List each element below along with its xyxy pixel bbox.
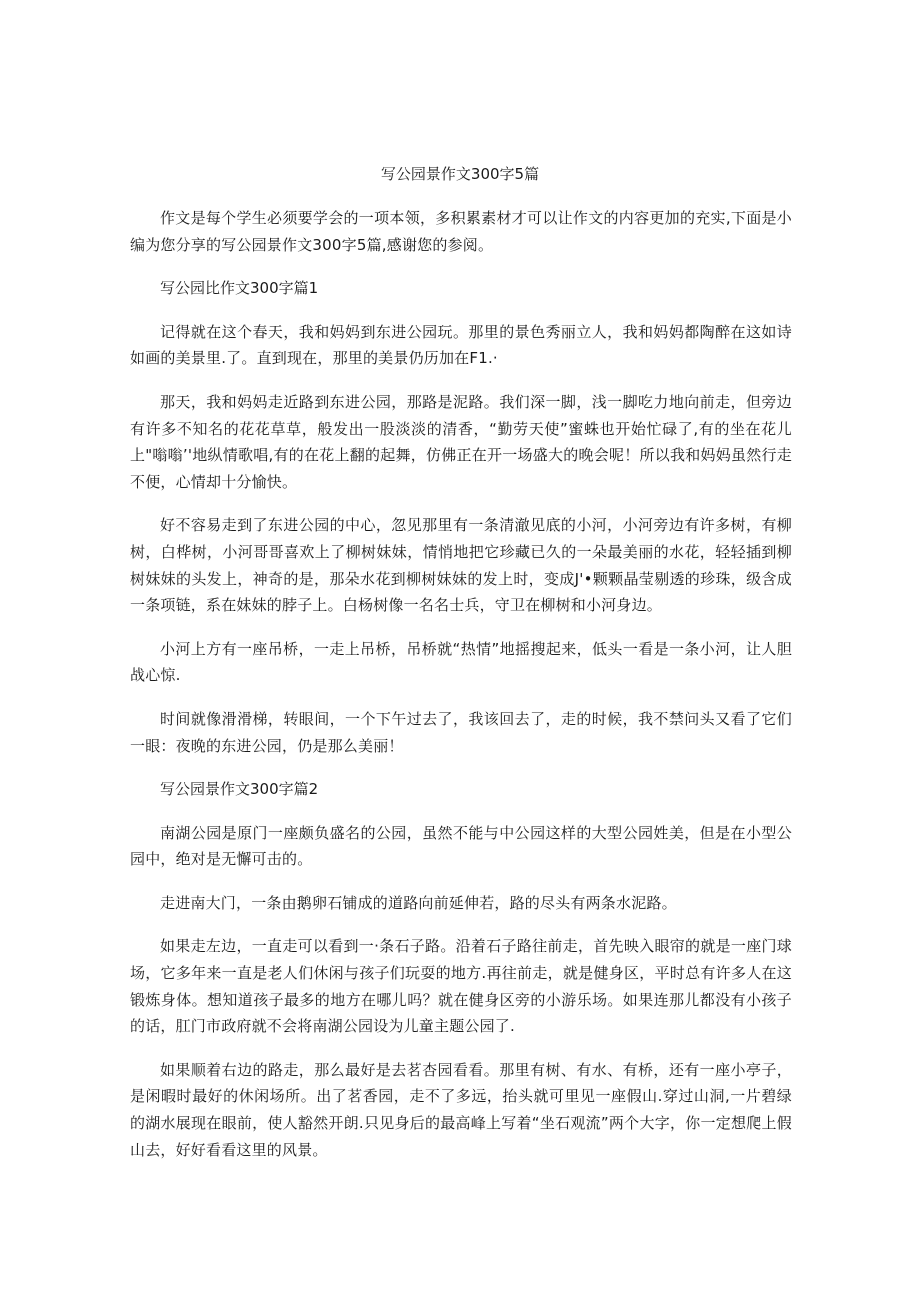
document-title: 写公园景作文300字5篇 (380, 165, 540, 183)
paragraph: 小河上方有一座吊桥，一走上吊桥，吊桥就“热情”地摇搜起来，低头一看是一条小河，让人胆战心惊. (130, 639, 792, 685)
section-heading-2: 写公园景作文300字篇2 (160, 780, 319, 799)
intro-paragraph: 作文是每个学生必须要学会的一项本领，多积累素材才可以让作文的内容更加的充实,下面是小编为您分享的写公园景作文300字5篇,感谢您的参阅。 (130, 209, 792, 254)
paragraph: 如果走左边，一直走可以看到一·条石子路。沿着石子路往前走，首先映入眼帘的就是一座门球场，它多年来一直是老人们休闲与孩子们玩耍的地方.再往前走，就是健身区，平时总有许多人在这锻炼身体。想知道孩子最多的地方在哪儿吗？就在健身区旁的小游乐场。如果连那儿都没有小孩子的话，肛门市政府就不会将南湖公园设为儿童主题公园了. (130, 937, 792, 1036)
paragraph: 好不容易走到了东进公园的中心，忽见那里有一条清澈见底的小河，小河旁边有许多树，有柳树，白桦树，小河哥哥喜欢上了柳树妹妹，情悄地把它珍藏已久的一朵最美丽的水花，轻轻插到柳树妹妹的头发上，神奇的是，那朵水花到柳树妹妹的发上时，变成J'•颗颗晶莹剔透的珍珠，级含成一条项链，系在妹妹的脖子上。白杨树像一名名士兵，守卫在柳树和小河身边。 (130, 516, 792, 615)
paragraph: 那天，我和妈妈走近路到东进公园，那路是泥路。我们深一脚，浅一脚吃力地向前走，但旁边有许多不知名的花花草草，般发出一股淡淡的清香，“勤劳天使”蜜蛛也开始忙碌了,有的坐在花儿上"嗡嗡’'地纵情歌唱,有的在花上翻的起舞，仿佛正在开一场盛大的晚会呢！所以我和妈妈虽然行走不便，心情却十分愉快。 (130, 392, 792, 491)
paragraph: 时间就像滑滑梯，转眼间，一个下午过去了，我该回去了，走的时候，我不禁问头又看了它们一眼：夜晚的东进公园，仍是那么美丽！ (130, 709, 792, 755)
section-heading-1: 写公园比作文300字篇1 (160, 279, 319, 298)
paragraph: 记得就在这个春天，我和妈妈到东进公园玩。那里的景色秀丽立人，我和妈妈都陶醉在这如诗如画的美景里.了。直到现在，那里的美景仍历加在F1.· (130, 322, 792, 368)
paragraph: 走进南大门，一条由鹅卵石铺成的道路向前延伸若，路的尽头有两条水泥路。 (160, 893, 677, 912)
paragraph: 南湖公园是原门一座颇负盛名的公园，虽然不能与中公园这样的大型公园姓美，但是在小型公园中，绝对是无懈可击的。 (130, 823, 792, 869)
document-body (130, 205, 792, 1180)
paragraph: 如果顺着右边的路走，那么最好是去茗杏园看看。那里有树、有水、有桥，还有一座小亭子，是闲暇时最好的休闲场所。出了茗香园，走不了多远，抬头就可里见一座假山.穿过山洞,一片碧绿的湖水展现在眼前，使人豁然开朗.只见身后的最高峰上写着“坐石观流”两个大字，你一定想爬上假山去，好好看看这里的风景。 (130, 1060, 792, 1159)
